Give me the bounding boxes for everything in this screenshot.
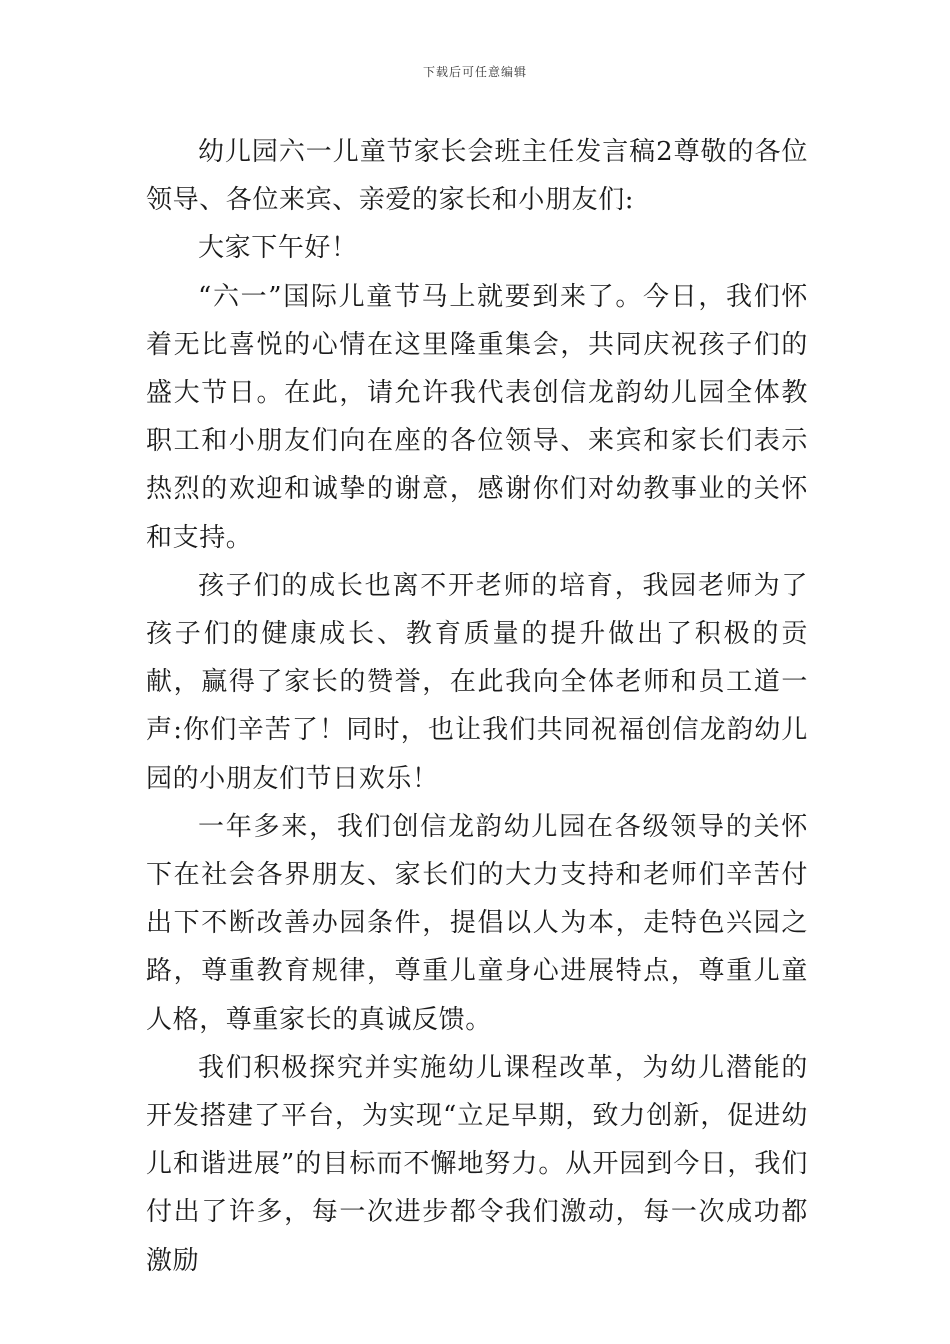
- paragraph-salutation: 大家下午好！: [198, 233, 358, 264]
- paragraph-title-greeting: 幼儿园六一儿童节家长会班主任发言稿2尊敬的各位领导、各位来宾、亲爱的家长和小朋友们:: [146, 137, 808, 216]
- paragraph-achievements: 一年多来，我们创信龙韵幼儿园在各级领导的关怀下在社会各界朋友、家长们的大力支持和老师们辛苦付出下不断改善办园条件，提倡以人为本，走特色兴园之路，尊重教育规律，尊重儿童身心进展特点，尊重儿童人格，尊重家长的真诚反馈。: [146, 811, 808, 1035]
- paragraph-curriculum: 我们积极探究并实施幼儿课程改革，为幼儿潜能的开发搭建了平台，为实现“立足早期，致力创新，促进幼儿和谐进展”的目标而不懈地努力。从开园到今日，我们付出了许多，每一次进步都令我们激动，每一次成功都激励: [146, 1052, 808, 1276]
- paragraph-welcome: “六一”国际儿童节马上就要到来了。今日，我们怀着无比喜悦的心情在这里隆重集会，共同庆祝孩子们的盛大节日。在此，请允许我代表创信龙韵幼儿园全体教职工和小朋友们向在座的各位领导、来宾和家长们表示热烈的欢迎和诚挚的谢意，感谢你们对幼教事业的关怀和支持。: [146, 281, 808, 553]
- header-note: 下载后可任意编辑: [422, 65, 527, 79]
- paragraph-teachers: 孩子们的成长也离不开老师的培育，我园老师为了孩子们的健康成长、教育质量的提升做出了积极的贡献，赢得了家长的赞誉，在此我向全体老师和员工道一声:你们辛苦了！同时，也让我们共同祝福创信龙韵幼儿园的小朋友们节日欢乐！: [146, 570, 808, 794]
- document-body: [146, 128, 808, 1285]
